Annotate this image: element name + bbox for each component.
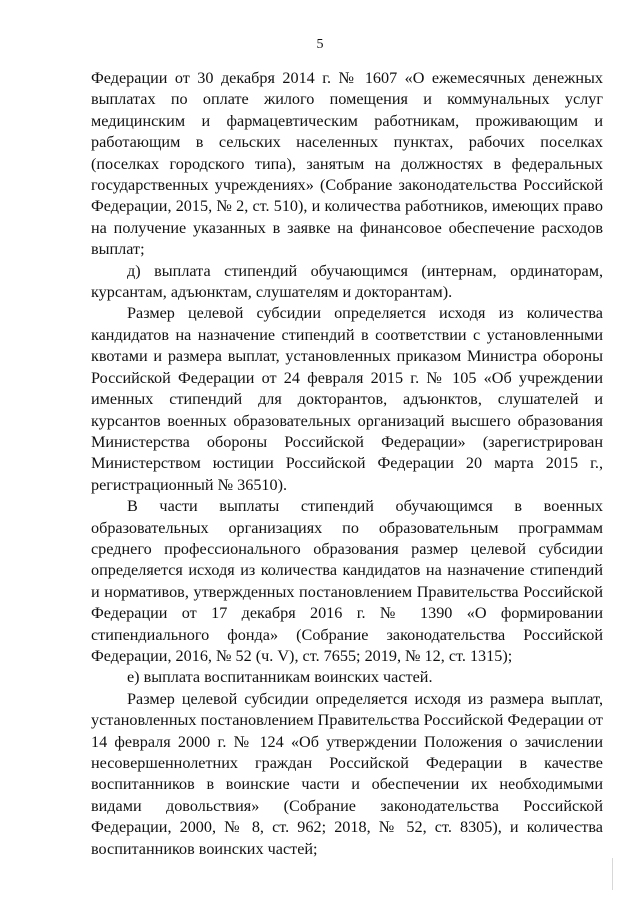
- paragraph: Размер целевой субсидии определяется исходя из размера выплат, установленных постановлением Правительства Российской Федерации от 14 февраля 2000 г. № 124 «Об утверждении Положения о зачислении несовершеннолетних граждан Российской Федерации в качестве воспитанников в воинские части и обеспечении их необходимыми видами довольствия» (Собрание законодательства Российской Федерации, 2000, № 8, ст. 962; 2018, № 52, ст. 8305), и количества воспитанников воинских частей;: [91, 689, 603, 858]
- paragraph: д) выплата стипендий обучающимся (интернам, ординаторам, курсантам, адъюнктам, слушателям и докторантам).: [91, 261, 603, 302]
- scan-artifact-line: [612, 858, 613, 890]
- paragraph: Размер целевой субсидии определяется исходя из количества кандидатов на назначение стипендий в соответствии с установленными квотами и размера выплат, установленных приказом Министра обороны Российской Федерации от 24 февраля 2015 г. № 105 «Об учреждении именных стипендий для докторантов, адъюнктов, слушателей и курсантов военных образовательных организаций высшего образования Министерства обороны Российской Федерации» (зарегистрирован Министерством юстиции Российской Федерации 20 марта 2015 г., регистрационный № 36510).: [91, 304, 603, 494]
- paragraph: Федерации от 30 декабря 2014 г. № 1607 «О ежемесячных денежных выплатах по оплате жилого помещения и коммунальных услуг медицинским и фармацевтическим работникам, проживающим и работающим в сельских населенных пунктах, рабочих поселках (поселках городского типа), занятым на должностях в федеральных государственных учреждениях» (Собрание законодательства Российской Федерации, 2015, № 2, ст. 510), и количества работников, имеющих право на получение указанных в заявке на финансовое обеспечение расходов выплат;: [91, 69, 603, 259]
- paragraph: е) выплата воспитанникам воинских частей.: [127, 668, 433, 687]
- document-body: [91, 68, 603, 860]
- page-number: 5: [316, 37, 324, 52]
- paragraph: В части выплаты стипендий обучающимся в военных образовательных организациях по образовательным программам среднего профессионального образования размер целевой субсидии определяется исходя из количества кандидатов на назначение стипендий и нормативов, утвержденных постановлением Правительства Российской Федерации от 17 декабря 2016 г. № 1390 «О формировании стипендиального фонда» (Собрание законодательства Российской Федерации, 2016, № 52 (ч. V), ст. 7655; 2019, № 12, ст. 1315);: [91, 497, 603, 665]
